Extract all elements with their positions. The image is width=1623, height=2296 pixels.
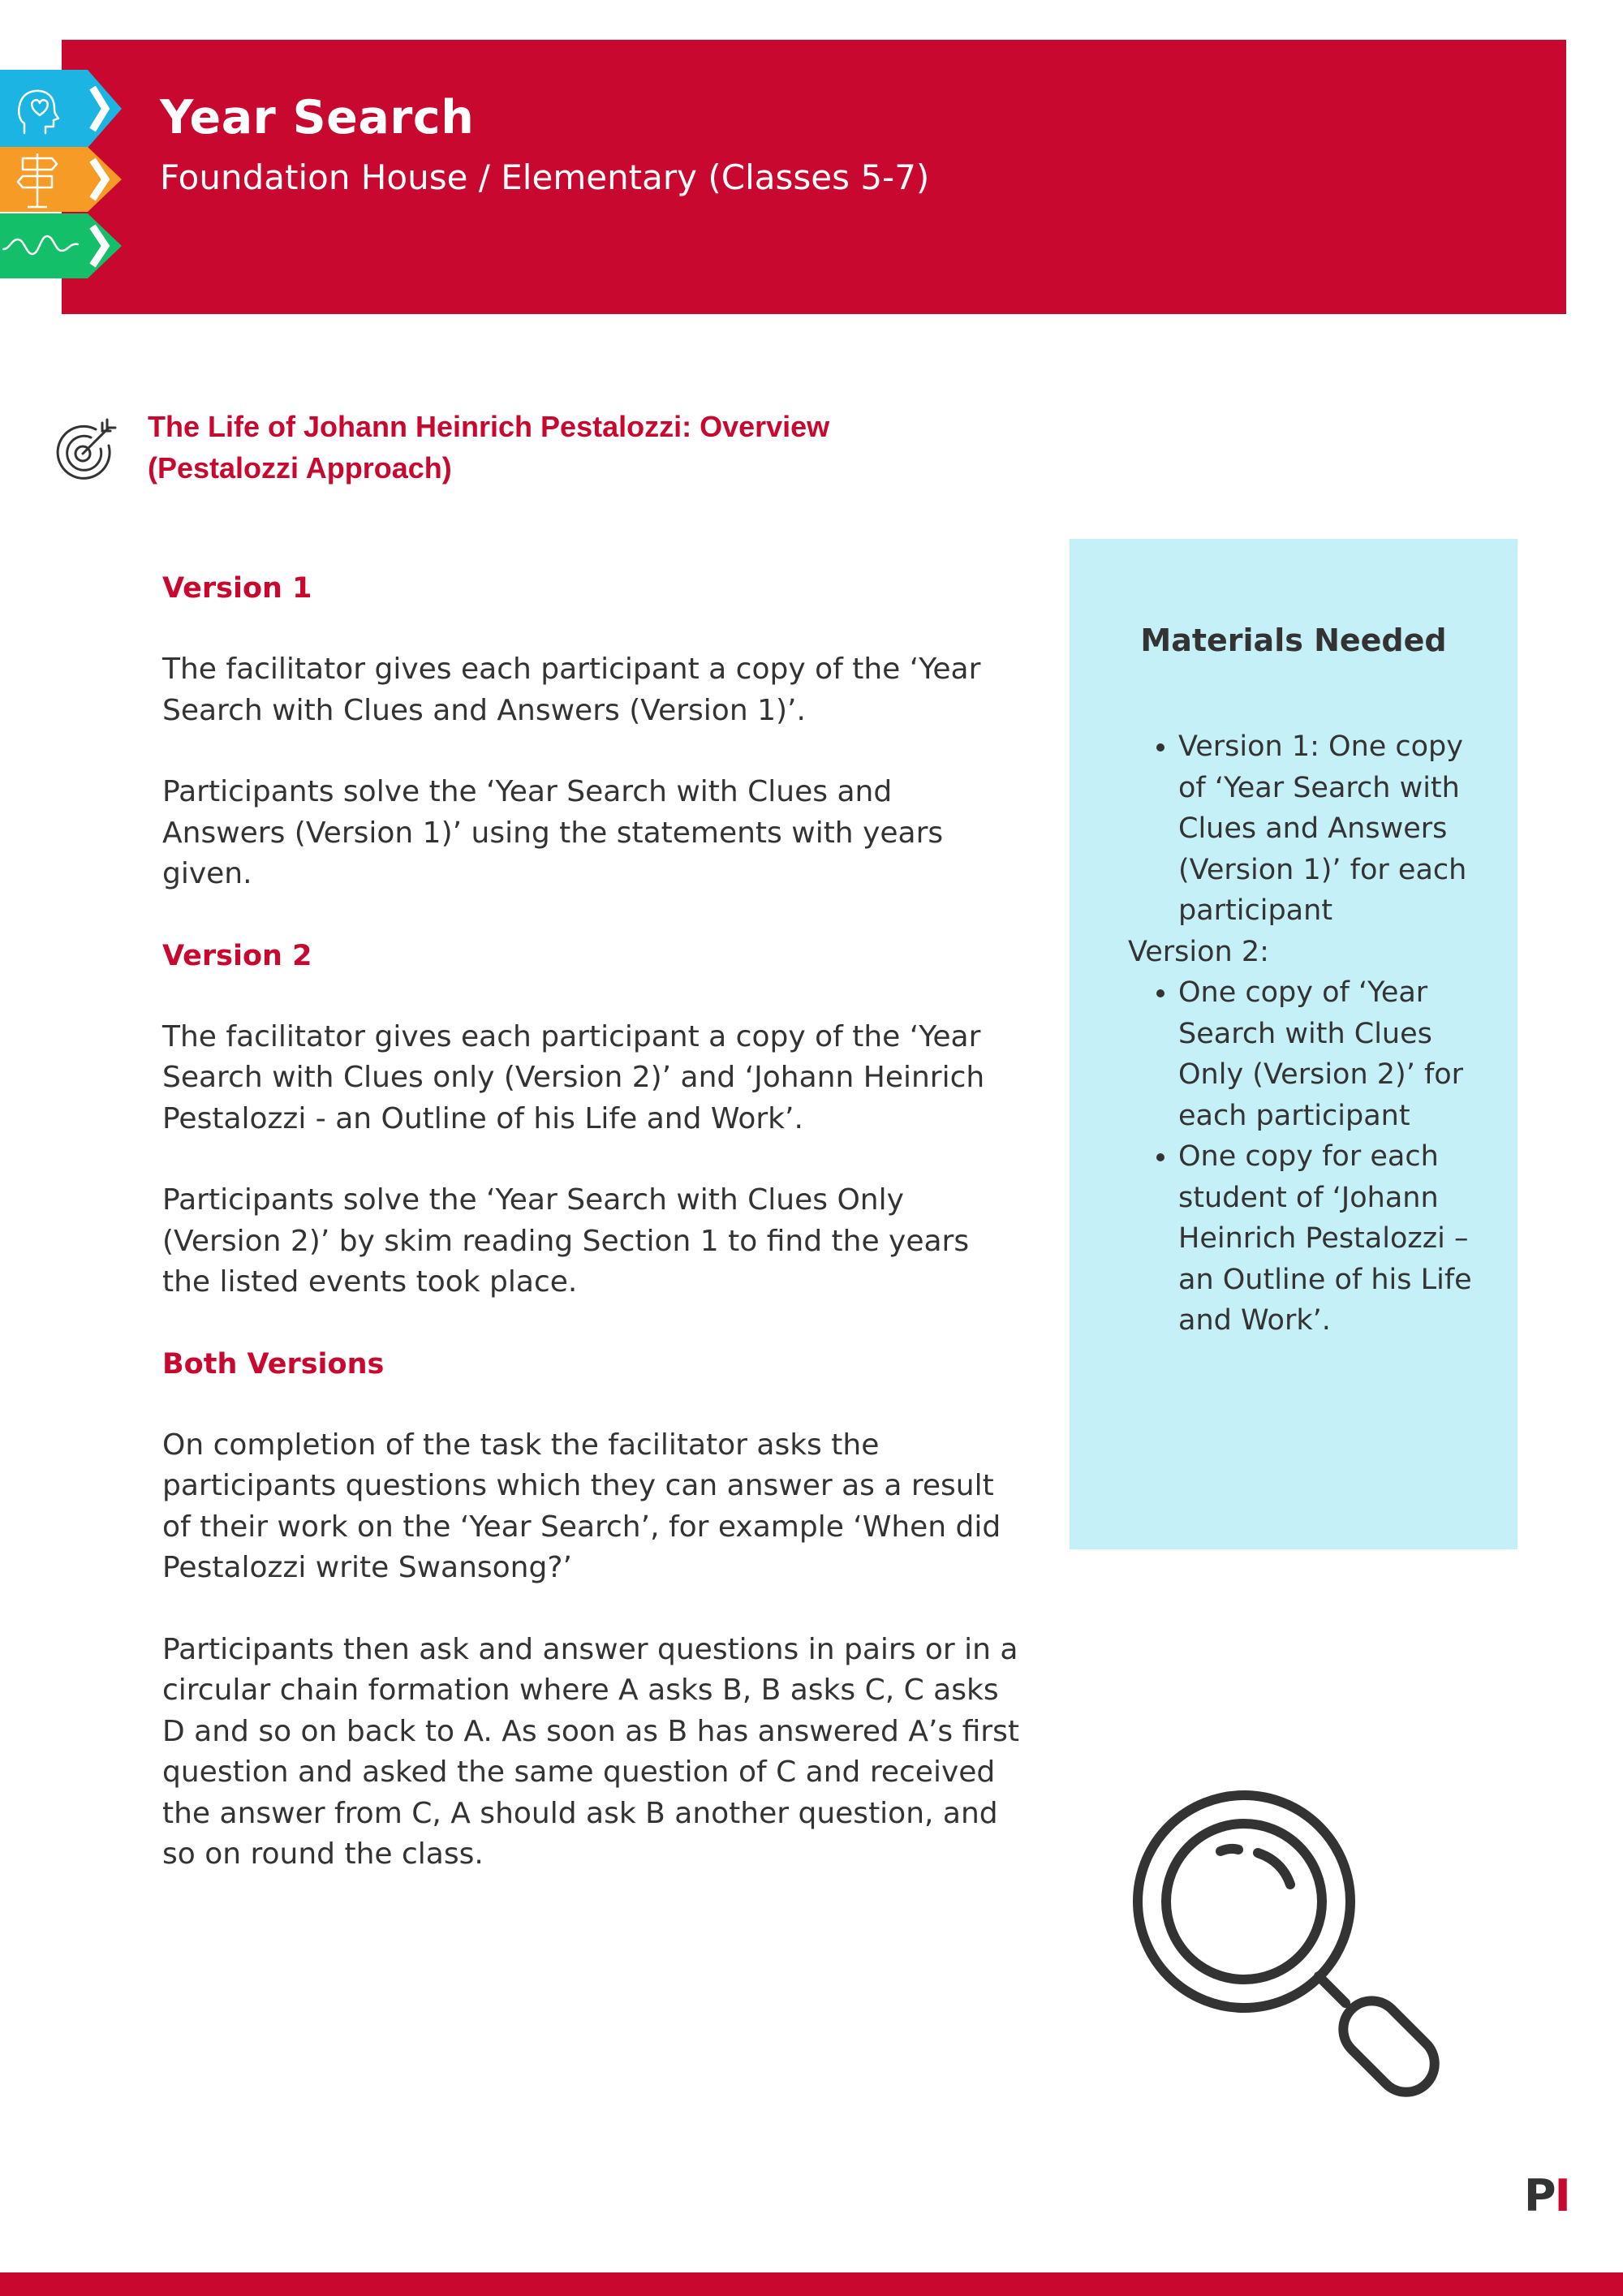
both-versions-heading: Both Versions	[162, 1347, 385, 1381]
materials-version-2-item: • One copy for each student of ‘Johann Heinrich Pestalozzi – an Outline of his Life and Work’.	[1178, 1136, 1485, 1342]
version-1-heading: Version 1	[162, 572, 312, 605]
materials-title: Materials Needed	[1140, 622, 1447, 658]
materials-panel	[1070, 539, 1518, 1549]
pi-logo: PI	[1524, 2170, 1569, 2221]
head-heart-icon	[0, 70, 122, 135]
version-1-paragraph-1: The facilitator gives each participant a copy of the ‘Year Search with Clues and Answers (Version 1)’.	[162, 653, 981, 727]
page-subtitle: Foundation House / Elementary (Classes 5-7)	[160, 157, 930, 197]
version-2-paragraph-2: Participants solve the ‘Year Search with Clues Only (Version 2)’ by skim reading Section 1 to find the years the listed events took place.	[162, 1183, 970, 1299]
signpost-icon	[0, 147, 122, 212]
section-title-line2: (Pestalozzi Approach)	[148, 451, 452, 485]
both-versions-paragraph-2: Participants then ask and answer questions in pairs or in a circular chain formation where A asks B, B asks C, C asks D and so on back to A. As soon as B has answered A’s first question and asked the same question of C and received the answer from C, A should ask B another question, and so on round the class.	[162, 1632, 1019, 1871]
materials-version-1-item: • Version 1: One copy of ‘Year Search with Clues and Answers (Version 1)’ for each participant	[1178, 726, 1485, 932]
materials-version-2-label: Version 2:	[1128, 935, 1269, 968]
magnifying-glass-icon	[1128, 1786, 1469, 2126]
section-title-line1: The Life of Johann Heinrich Pestalozzi: Overview	[148, 410, 830, 443]
wave-icon	[0, 213, 122, 278]
version-1-paragraph-2: Participants solve the ‘Year Search with Clues and Answers (Version 1)’ using the statements with years given.	[162, 775, 944, 890]
version-2-heading: Version 2	[162, 939, 312, 972]
instructions-column	[162, 568, 1022, 1916]
target-arrow-icon	[54, 418, 118, 483]
footer-bar	[0, 2272, 1623, 2296]
section-title	[148, 406, 943, 489]
page-title: Year Search	[160, 91, 475, 144]
materials-list	[1128, 726, 1485, 1342]
materials-version-2-item: • One copy of ‘Year Search with Clues Only (Version 2)’ for each participant	[1178, 972, 1485, 1136]
version-2-paragraph-1: The facilitator gives each participant a copy of the ‘Year Search with Clues only (Version 2)’ and ‘Johann Heinrich Pestalozzi - an Outline of his Life and Work’.	[162, 1019, 985, 1135]
both-versions-paragraph-1: On completion of the task the facilitator asks the participants questions which they can answer as a result of their work on the ‘Year Search’, for example ‘When did Pestalozzi write Swansong?’	[162, 1428, 1001, 1584]
